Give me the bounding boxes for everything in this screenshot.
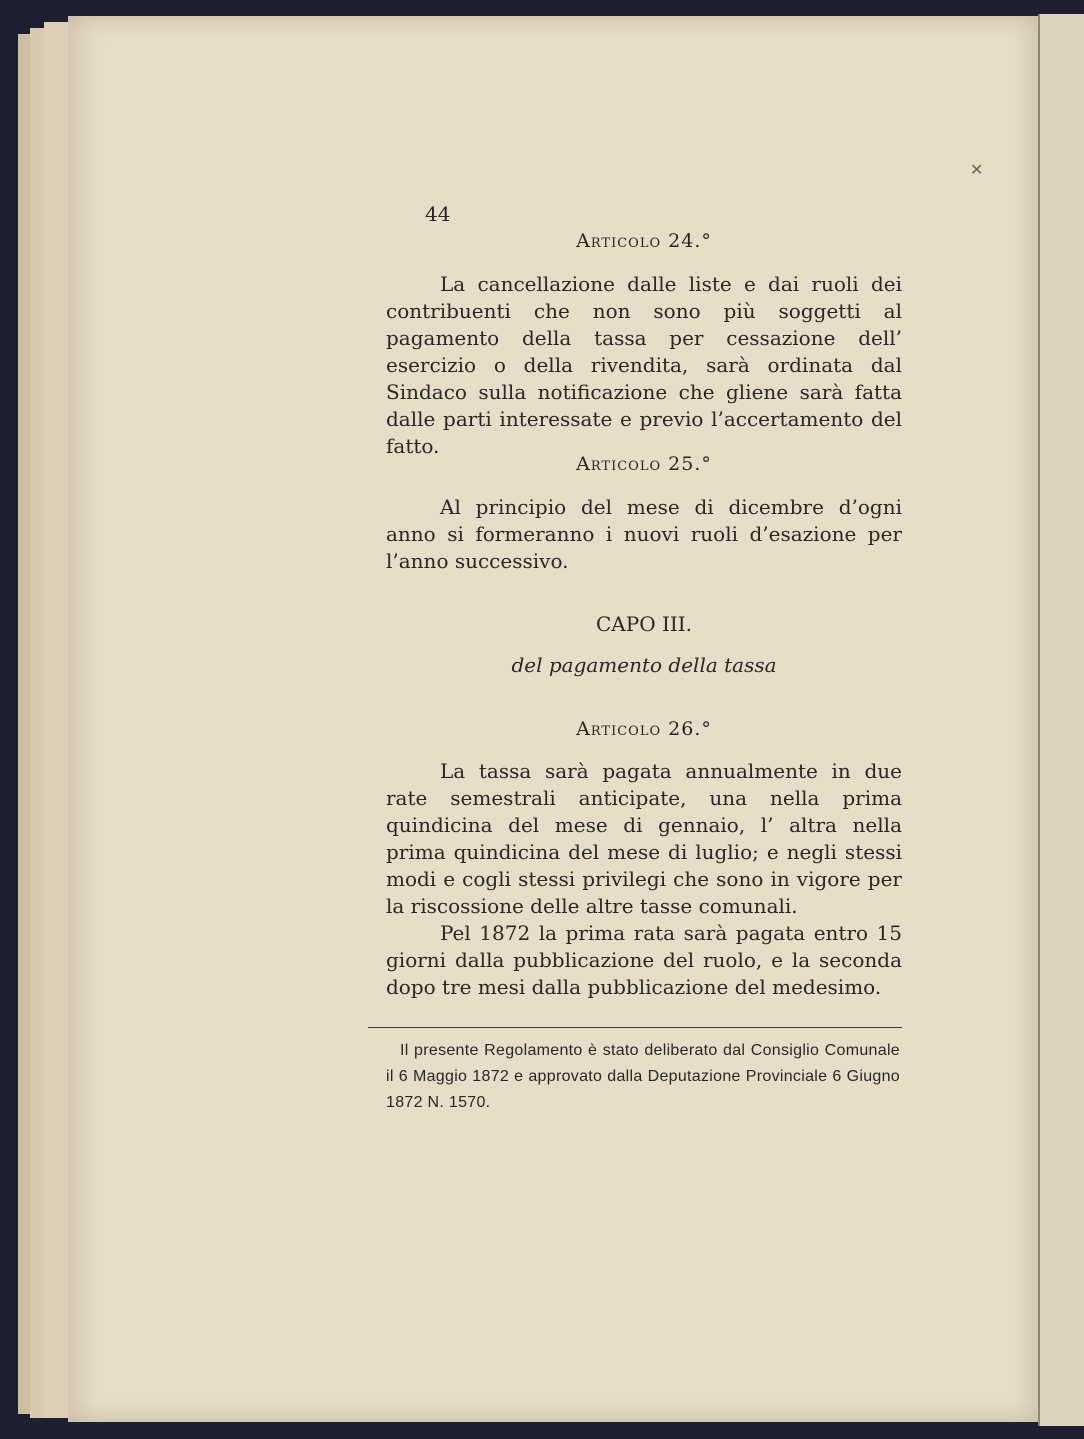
article-26-heading: Articolo 26.°	[576, 718, 712, 740]
footnote: Il presente Regolamento è stato deliberato dal Consiglio Comunale il 6 Maggio 1872 e approvato dalla Deputazione Provinciale 6 Giugno 1872 N. 1570.	[386, 1042, 900, 1111]
article-26-paragraph-2: Pel 1872 la prima rata sarà pagata entro 15 giorni dalla pubblicazione del ruolo, e la seconda dopo tre mesi dalla pubblicazione del medesimo.	[386, 921, 902, 999]
footnote-divider	[368, 1027, 902, 1028]
chapter-title: CAPO III.	[595, 612, 692, 636]
article-26-paragraph-1: La tassa sarà pagata annualmente in due rate semestrali anticipate, una nella prima quindicina del mese di gennaio, l’ altra nella prima quindicina del mese di luglio; e negli stessi modi e cogli stessi privilegi che sono in vigore per la riscossione delle altre tasse comunali.	[386, 759, 902, 918]
article-24-heading: Articolo 24.°	[576, 230, 712, 252]
page-number: 44	[425, 202, 451, 226]
facing-page-edge	[1038, 14, 1084, 1426]
corner-mark-icon: ✕	[970, 160, 984, 179]
article-25-heading: Articolo 25.°	[576, 453, 712, 475]
chapter-subtitle: del pagamento della tassa	[511, 653, 777, 677]
article-25-paragraph: Al principio del mese di dicembre d’ogni anno si formeranno i nuovi ruoli d’esazione per l’anno successivo.	[386, 495, 902, 573]
article-24-paragraph: La cancellazione dalle liste e dai ruoli dei contribuenti che non sono più soggetti al pagamento della tassa per cessazione dell’ esercizio o della rivendita, sarà ordinata dal Sindaco sulla notificazione che gliene sarà fatta dalle parti interessate e previo l’accertamento del fatto.	[386, 272, 902, 458]
